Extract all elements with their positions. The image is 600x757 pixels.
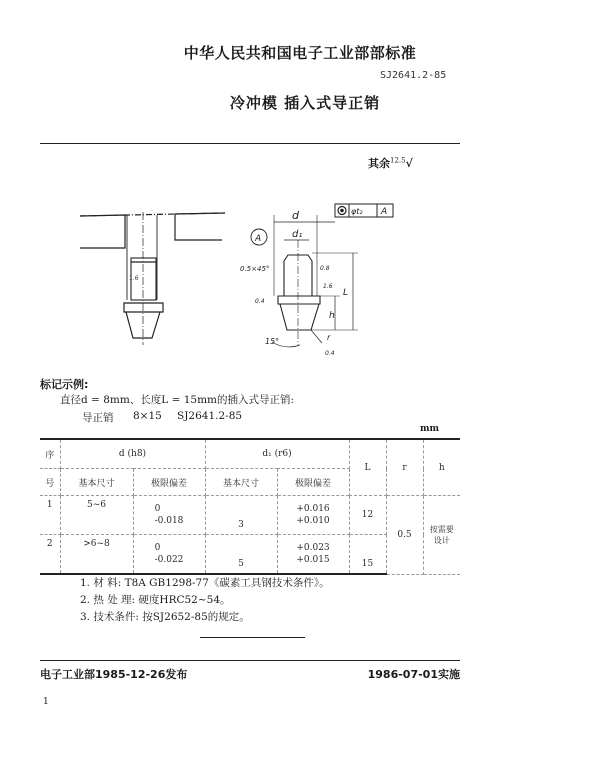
technical-drawing [60, 190, 400, 370]
col-r: r [386, 439, 423, 496]
table-row: 2 >6~8 0 -0.022 5 +0.023 +0.015 15 [40, 535, 460, 575]
col-h: h [423, 439, 460, 496]
col-d1-group: d₁ (r6) [205, 439, 349, 469]
effective-date: 1986-07-01实施 [367, 668, 460, 681]
top-divider [40, 143, 460, 144]
designation-name: 导正销 [82, 412, 114, 424]
roughness-note [368, 155, 413, 171]
svg-text:φt₂: φt₂ [351, 207, 363, 216]
designation-size: 8×15 [133, 410, 162, 422]
col-d1-basic: 基本尺寸 [205, 469, 277, 496]
dimension-table [40, 438, 460, 575]
svg-text:0.5×45°: 0.5×45° [240, 265, 270, 273]
page-number: 1 [43, 697, 49, 707]
svg-text:d₁: d₁ [292, 229, 303, 240]
r-value: 0.5 [386, 496, 423, 575]
standard-code: SJ2641.2-85 [380, 70, 447, 81]
document-title: 冷冲模 插入式导正销 [229, 94, 381, 112]
col-d-deviation: 极限偏差 [133, 469, 205, 496]
svg-text:15°: 15° [265, 337, 280, 346]
marking-example-description: 直径d = 8mm、长度L = 15mm的插入式导正销: [60, 394, 295, 406]
col-seq-bottom: 号 [40, 469, 60, 496]
roughness-label: 其余 [368, 157, 390, 170]
svg-text:r: r [327, 333, 331, 342]
roughness-check-icon: √ [405, 157, 413, 170]
assembly-view [80, 212, 225, 345]
svg-text:0.8: 0.8 [320, 265, 330, 272]
note-technical-conditions: 3. 技术条件: 按SJ2652-85的规定。 [80, 611, 250, 623]
svg-text:0.4: 0.4 [255, 298, 265, 305]
col-seq-top: 序 [40, 439, 60, 469]
svg-text:A: A [255, 234, 262, 244]
end-divider [200, 637, 305, 638]
note-material: 1. 材 料: T8A GB1298-77《碳素工具钢技术条件》。 [80, 577, 330, 589]
svg-text:A: A [381, 207, 388, 217]
note-heat-treatment: 2. 热 处 理: 硬度HRC52~54。 [80, 594, 231, 606]
col-L: L [349, 439, 386, 496]
col-d1-deviation: 极限偏差 [277, 469, 349, 496]
svg-text:1.6: 1.6 [323, 283, 333, 290]
pin-detail-view [251, 215, 358, 347]
col-d-basic: 基本尺寸 [60, 469, 133, 496]
technical-notes [80, 575, 330, 626]
issued-date: 电子工业部1985-12-26发布 [40, 668, 188, 681]
assembly-label: 1.6 [129, 275, 139, 282]
table-header-row [40, 439, 460, 469]
marking-example-heading: 标记示例: [40, 378, 89, 391]
designation-code: SJ2641.2-85 [177, 410, 243, 422]
footer-divider [40, 660, 460, 661]
svg-text:L: L [343, 288, 349, 298]
svg-text:h: h [329, 311, 335, 321]
tolerance-frame [335, 204, 393, 217]
svg-text:0.4: 0.4 [325, 350, 335, 357]
col-d-group: d (h8) [60, 439, 205, 469]
svg-text:d: d [292, 209, 299, 222]
unit-label: mm [420, 424, 440, 434]
h-value: 按需要设计 [423, 496, 460, 575]
issuer-title: 中华人民共和国电子工业部部标准 [183, 44, 417, 62]
table-row: 1 5~6 0 -0.018 3 +0.016 +0.010 12 0.5 按需要设计 [40, 496, 460, 535]
roughness-value: 12.5 [390, 156, 406, 165]
